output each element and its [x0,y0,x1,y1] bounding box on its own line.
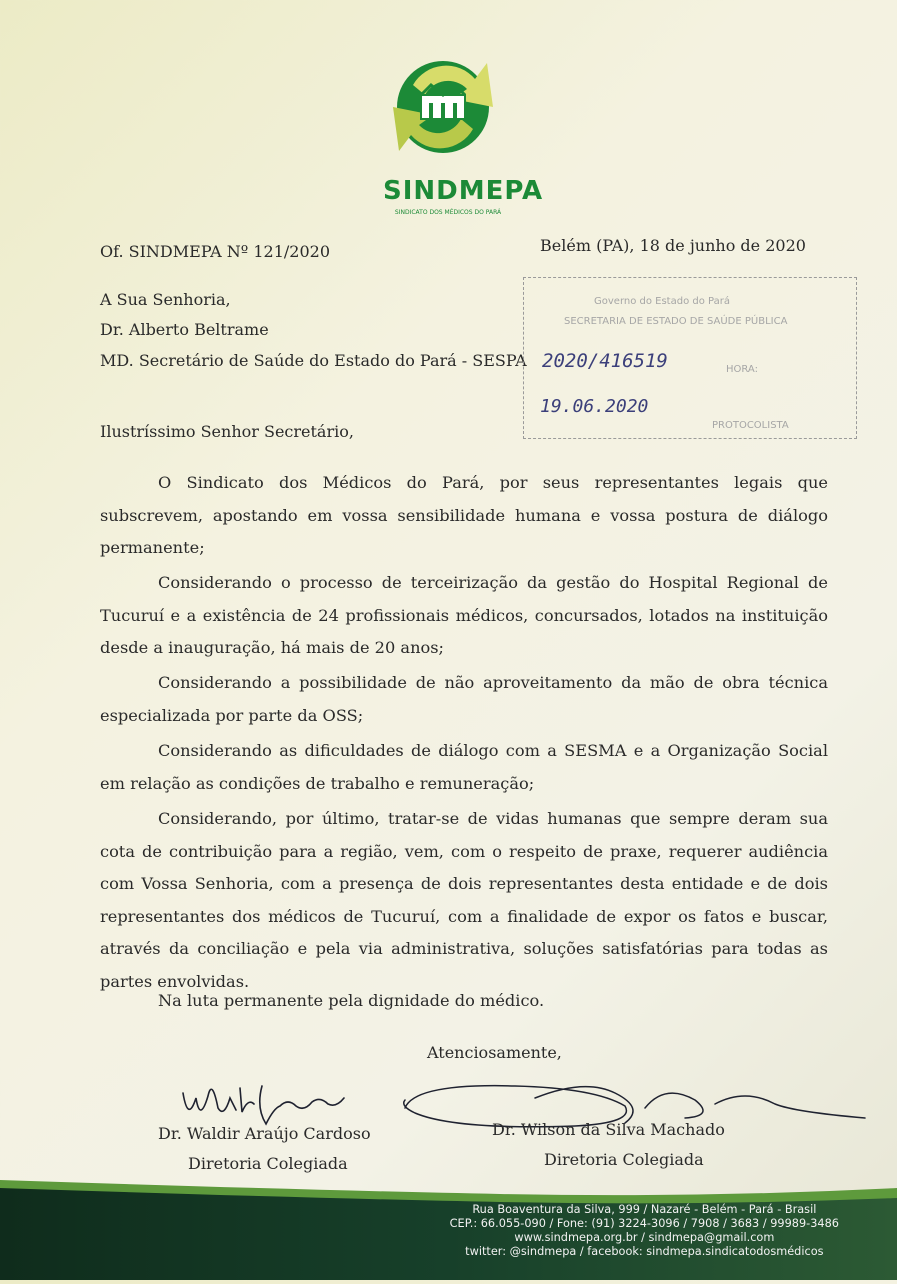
signatory-1-name: Dr. Waldir Araújo Cardoso [158,1124,371,1143]
document-reference: Of. SINDMEPA Nº 121/2020 [100,242,331,261]
signatory-2-name: Dr. Wilson da Silva Machado [492,1120,725,1139]
signatory-2-role: Diretoria Colegiada [544,1150,704,1169]
footer-contact [450,1203,839,1259]
body-paragraph-6: Na luta permanente pela dignidade do médico. [158,991,545,1010]
footer-address: Rua Boaventura da Silva, 999 / Nazaré - Belém - Pará - Brasil [472,1203,817,1216]
body-paragraph-1: O Sindicato dos Médicos do Pará, por seus representantes legais que subscrevem, apostando em vossa sensibilidade humana e vossa postura de diálogo permanente; [100,473,828,557]
protocol-stamp [523,277,857,439]
stamp-protocol-number: 2020/416519 [542,350,668,372]
recipient-line-3: MD. Secretário de Saúde do Estado do Pará - SESPA [100,351,527,370]
body-paragraph-3: Considerando a possibilidade de não aproveitamento da mão de obra técnica especializada por parte da OSS; [100,673,828,725]
footer-web: www.sindmepa.org.br / sindmepa@gmail.com [514,1231,775,1244]
stamp-faint-line-2: SECRETARIA DE ESTADO DE SAÚDE PÚBLICA [564,316,788,327]
closing: Atenciosamente, [427,1043,562,1062]
body-paragraph-2: Considerando o processo de terceirização da gestão do Hospital Regional de Tucuruí e a existência de 24 profissionais médicos, concursados, lotados na instituição desde a inauguração, há mais de 20 anos; [100,573,828,657]
stamp-faint-line-1: Governo do Estado do Pará [594,296,730,307]
footer-social: twitter: @sindmepa / facebook: sindmepa.sindicatodosmédicos [465,1245,824,1258]
document-date: Belém (PA), 18 de junho de 2020 [540,236,806,255]
logo-subtitle: SINDICATO DOS MÉDICOS DO PARÁ [394,209,502,216]
stamp-hora-label: HORA: [726,364,758,375]
footer-phones: CEP.: 66.055-090 / Fone: (91) 3224-3096 / 7908 / 3683 / 99989-3486 [449,1217,839,1230]
body-paragraph-5: Considerando, por último, tratar-se de vidas humanas que sempre deram sua cota de contribuição para a região, vem, com o respeito de praxe, requerer audiência com Vossa Senhoria, com a presença de dois representantes desta entidade e de dois representantes dos médicos de Tucuruí, com a finalidade de expor os fatos e buscar, através da conciliação e pela via administrativa, soluções satisfatórias para todas as partes envolvidas. [100,809,828,991]
logo-wordmark: SINDMEPA [383,176,544,206]
sindmepa-logo [383,45,513,175]
salutation: Ilustríssimo Senhor Secretário, [100,422,354,441]
signatory-1-role: Diretoria Colegiada [188,1154,348,1173]
signature-waldir [178,1068,358,1132]
body-paragraph-4: Considerando as dificuldades de diálogo com a SESMA e a Organização Social em relação as condições de trabalho e remuneração; [100,741,828,793]
recipient-line-1: A Sua Senhoria, [100,290,231,309]
recipient-line-2: Dr. Alberto Beltrame [100,320,269,339]
stamp-date: 19.06.2020 [540,396,649,417]
stamp-protocol-label: PROTOCOLISTA [712,420,789,431]
